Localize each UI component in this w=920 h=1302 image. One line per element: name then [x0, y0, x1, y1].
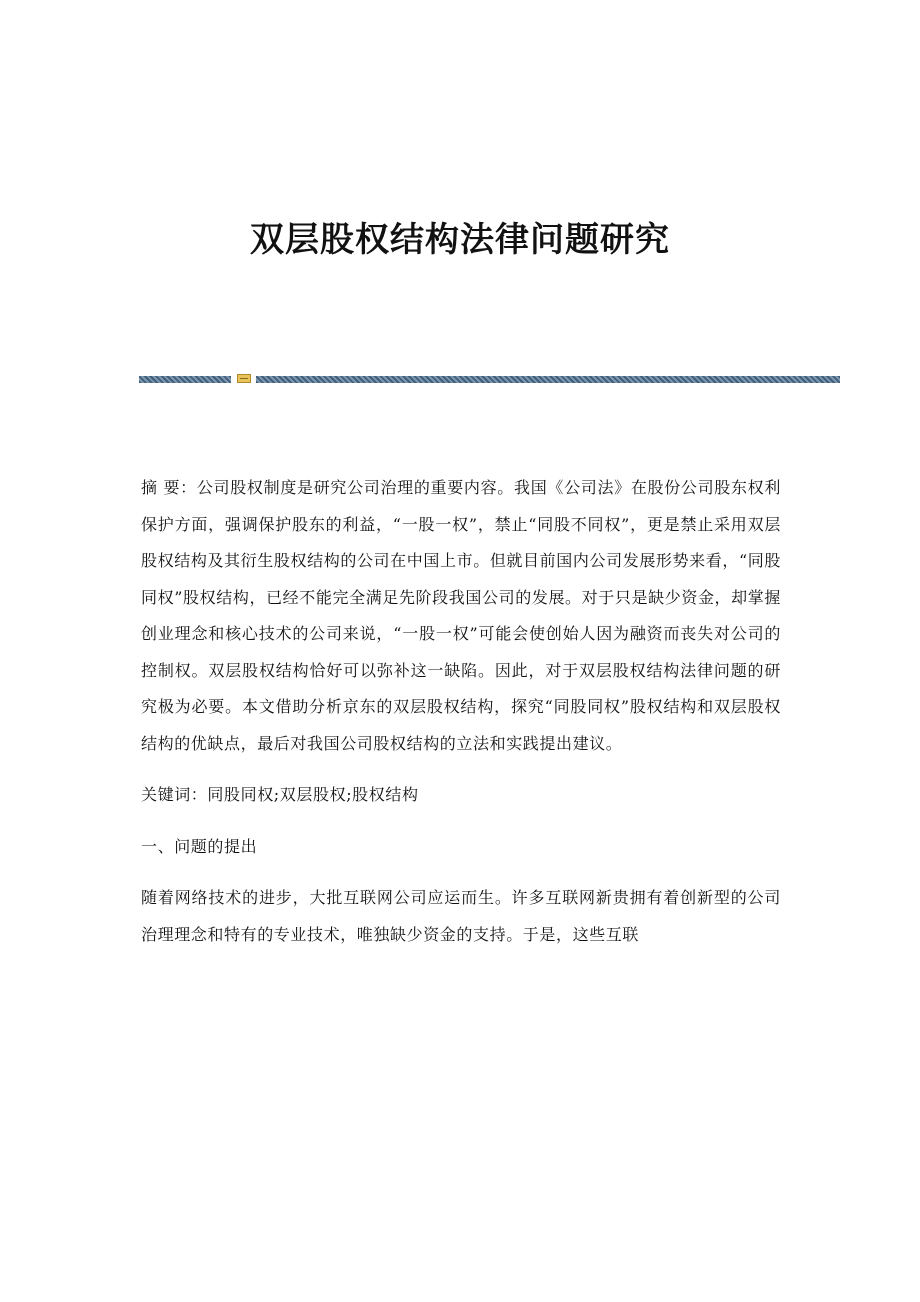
divider-bar-left [139, 376, 231, 383]
abstract-label: 摘 要： [141, 478, 197, 497]
divider-bar-right [256, 376, 840, 383]
abstract-paragraph [141, 470, 781, 762]
document-body [141, 470, 781, 953]
title-divider [139, 374, 840, 383]
divider-ornament-icon [237, 374, 251, 383]
section-heading: 一、问题的提出 [141, 836, 258, 856]
body-paragraph: 随着网络技术的进步，大批互联网公司应运而生。许多互联网新贵拥有着创新型的公司治理理念和特有的专业技术，唯独缺少资金的支持。于是，这些互联 [141, 888, 781, 944]
document-title: 双层股权结构法律问题研究 [250, 220, 670, 260]
keywords-line: 关键词：同股同权;双层股权;股权结构 [141, 785, 419, 804]
abstract-text: 公司股权制度是研究公司治理的重要内容。我国《公司法》在股份公司股东权利保护方面，强调保护股东的利益，“一股一权”，禁止“同股不同权”，更是禁止采用双层股权结构及其衍生股权结构的公司在中国上市。但就目前国内公司发展形势来看，“同股同权”股权结构，已经不能完全满足先阶段我国公司的发展。对于只是缺少资金，却掌握创业理念和核心技术的公司来说，“一股一权”可能会使创始人因为融资而丧失对公司的控制权。双层股权结构恰好可以弥补这一缺陷。因此，对于双层股权结构法律问题的研究极为必要。本文借助分析京东的双层股权结构，探究“同股同权”股权结构和双层股权结构的优缺点，最后对我国公司股权结构的立法和实践提出建议。 [141, 478, 781, 753]
